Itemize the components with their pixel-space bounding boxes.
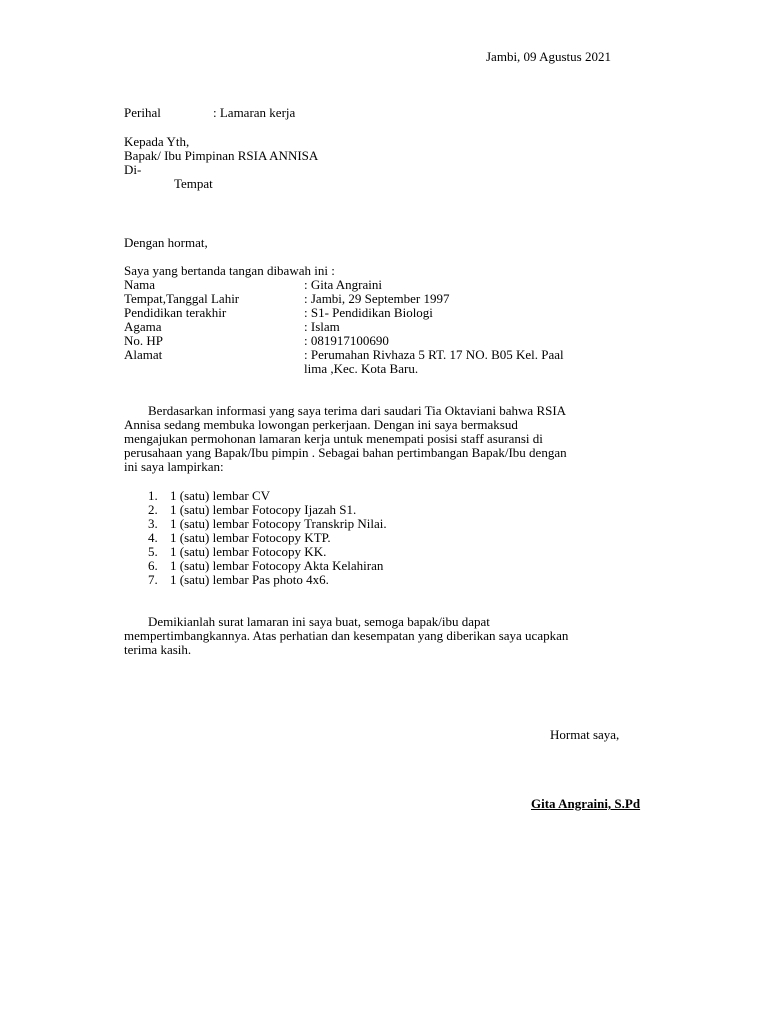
list-number: 1.	[148, 488, 158, 503]
list-number: 2.	[148, 502, 158, 517]
addressee-block	[124, 135, 318, 191]
list-text: 1 (satu) lembar CV	[170, 488, 271, 503]
applicant-info-table	[124, 278, 634, 376]
list-number: 3.	[148, 516, 158, 531]
info-label: No. HP	[124, 333, 164, 348]
info-value-continued: lima ,Kec. Kota Baru.	[304, 361, 419, 376]
list-item	[124, 489, 387, 503]
info-value: : Islam	[304, 319, 340, 334]
paragraph-line: Berdasarkan informasi yang saya terima dari saudari Tia Oktaviani bahwa RSIA	[148, 403, 567, 418]
info-value: : S1- Pendidikan Biologi	[304, 305, 433, 320]
info-label: Tempat,Tanggal Lahir	[124, 291, 240, 306]
paragraph-line: mempertimbangkannya. Atas perhatian dan kesempatan yang diberikan saya ucapkan	[124, 628, 569, 643]
list-item	[124, 573, 387, 587]
addressee-line: Kepada Yth,	[124, 134, 190, 149]
paragraph-line: Demikianlah surat lamaran ini saya buat, semoga bapak/ibu dapat	[148, 614, 490, 629]
info-value: : 081917100690	[304, 333, 389, 348]
info-row	[124, 362, 634, 376]
info-label: Agama	[124, 319, 162, 334]
paragraph-line: ini saya lampirkan:	[124, 459, 224, 474]
paragraph-line: terima kasih.	[124, 642, 192, 657]
list-text: 1 (satu) lembar Fotocopy Transkrip Nilai.	[170, 516, 387, 531]
list-text: 1 (satu) lembar Fotocopy Akta Kelahiran	[170, 558, 384, 573]
addressee-line: Tempat	[174, 176, 213, 191]
list-number: 6.	[148, 558, 158, 573]
list-item	[124, 545, 387, 559]
closing-paragraph	[124, 615, 664, 657]
list-item	[124, 531, 387, 545]
list-item	[124, 559, 387, 573]
info-row	[124, 348, 634, 362]
paragraph-line: mengajukan permohonan lamaran kerja untuk menempati posisi staff asuransi di	[124, 431, 543, 446]
list-number: 7.	[148, 572, 158, 587]
list-item	[124, 517, 387, 531]
list-text: 1 (satu) lembar Pas photo 4x6.	[170, 572, 329, 587]
signature-name: Gita Angraini, S.Pd	[531, 796, 641, 811]
info-row	[124, 334, 634, 348]
info-value: : Jambi, 29 September 1997	[304, 291, 450, 306]
addressee-line: Di-	[124, 162, 142, 177]
list-number: 4.	[148, 530, 158, 545]
subject-label: Perihal	[124, 105, 161, 120]
list-number: 5.	[148, 544, 158, 559]
info-row	[124, 278, 634, 292]
list-text: 1 (satu) lembar Fotocopy KTP.	[170, 530, 331, 545]
list-item	[124, 503, 387, 517]
info-value: : Perumahan Rivhaza 5 RT. 17 NO. B05 Kel. Paal	[304, 347, 564, 362]
paragraph-line: Annisa sedang membuka lowongan perkerjaan. Dengan ini saya bermaksud	[124, 417, 518, 432]
paragraph-line: perusahaan yang Bapak/Ibu pimpin . Sebagai bahan pertimbangan Bapak/Ibu dengan	[124, 445, 567, 460]
info-row	[124, 306, 634, 320]
body-paragraph	[124, 404, 664, 474]
info-label: Nama	[124, 277, 156, 292]
list-text: 1 (satu) lembar Fotocopy KK.	[170, 544, 327, 559]
list-text: 1 (satu) lembar Fotocopy Ijazah S1.	[170, 502, 357, 517]
place-date: Jambi, 09 Agustus 2021	[486, 49, 611, 64]
info-label: Pendidikan terakhir	[124, 305, 227, 320]
info-value: : Gita Angraini	[304, 277, 382, 292]
info-row	[124, 320, 634, 334]
closing-salutation: Hormat saya,	[550, 727, 620, 742]
info-label: Alamat	[124, 347, 163, 362]
addressee-line: Bapak/ Ibu Pimpinan RSIA ANNISA	[124, 148, 319, 163]
intro-line: Saya yang bertanda tangan dibawah ini :	[124, 263, 335, 278]
subject-value: : Lamaran kerja	[213, 105, 296, 120]
attachment-list	[124, 489, 387, 587]
info-row	[124, 292, 634, 306]
greeting: Dengan hormat,	[124, 235, 208, 250]
